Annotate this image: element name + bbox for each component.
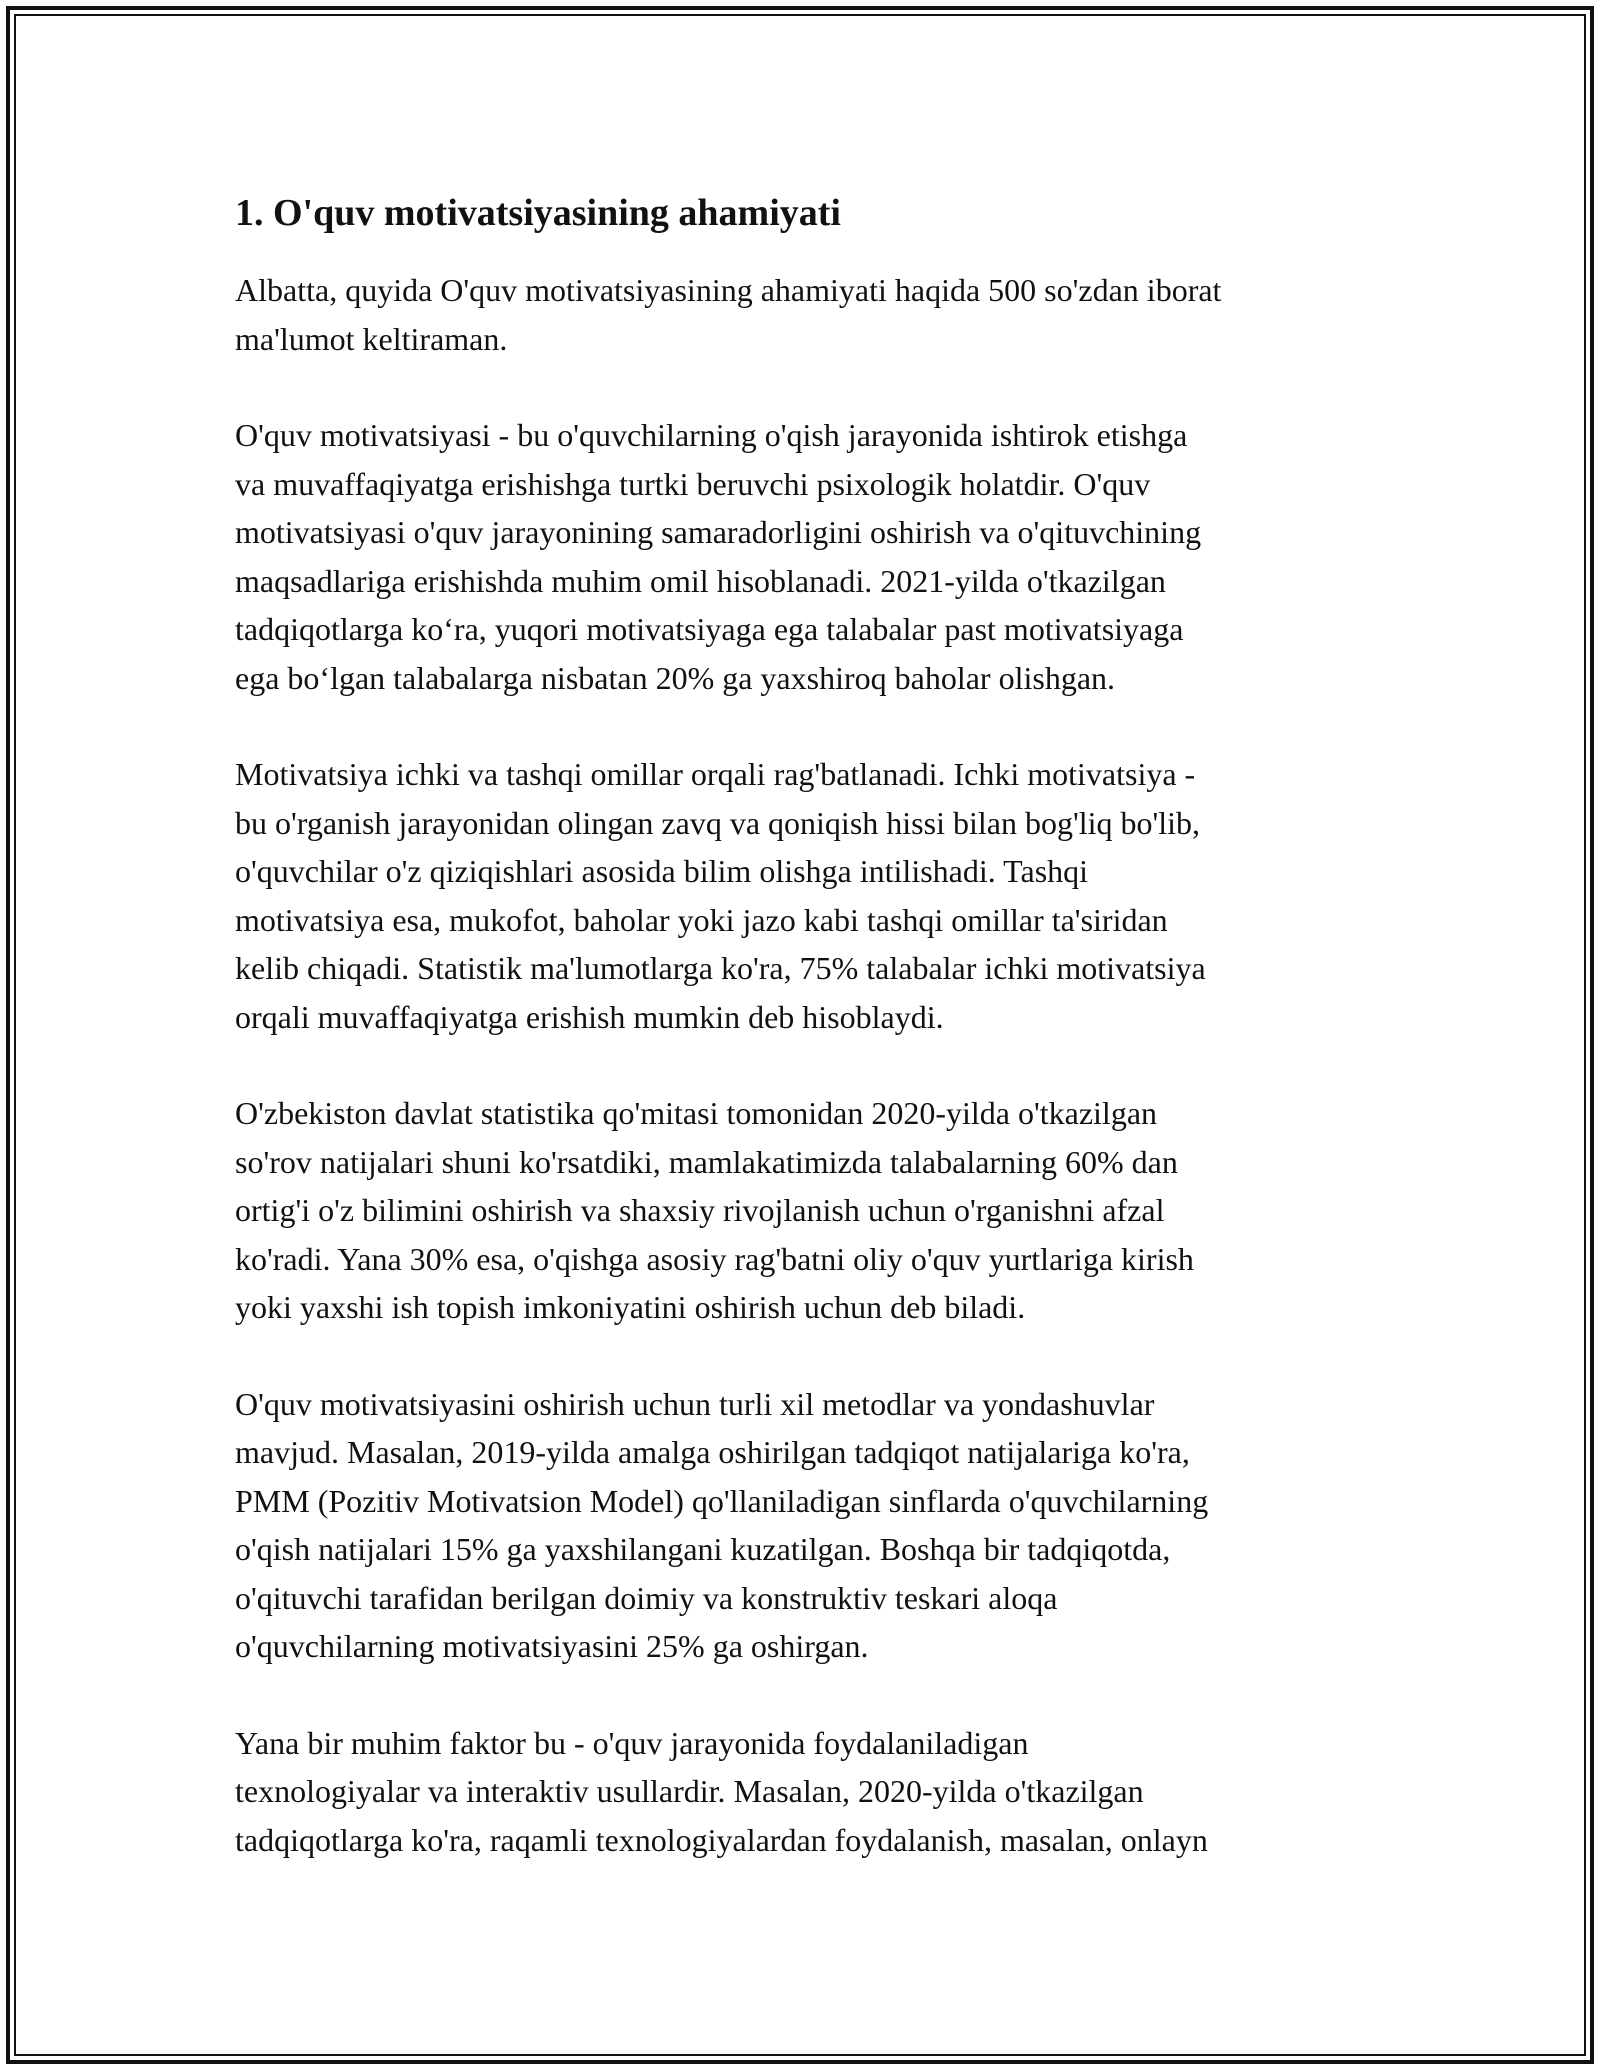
paragraph-line: motivatsiyasi o'quv jarayonining samaradorligini oshirish va o'qituvchining xyxy=(235,514,1202,550)
paragraph-line: yoki yaxshi ish topish imkoniyatini oshirish uchun deb biladi. xyxy=(235,1289,1026,1325)
paragraph-line: ma'lumot keltiraman. xyxy=(235,320,508,357)
paragraph-line: kelib chiqadi. Statistik ma'lumotlarga ko'ra, 75% talabalar ichki motivatsiya xyxy=(235,950,1206,986)
document-body xyxy=(235,186,1385,1912)
paragraph-line: O'quv motivatsiyasi - bu o'quvchilarning o'qish jarayonida ishtirok etishga xyxy=(235,417,1188,453)
paragraph xyxy=(235,1380,1385,1671)
paragraph xyxy=(235,1089,1385,1332)
paragraph-line: orqali muvaffaqiyatga erishish mumkin deb hisoblaydi. xyxy=(235,998,944,1035)
paragraph xyxy=(235,411,1385,702)
paragraph xyxy=(235,266,1385,363)
paragraph-line: tadqiqotlarga ko'ra, raqamli texnologiyalardan foydalanish, masalan, onlayn xyxy=(235,1821,1208,1858)
paragraph-line: o'qituvchi tarafidan berilgan doimiy va konstruktiv teskari aloqa xyxy=(235,1579,1058,1616)
paragraph-line: mavjud. Masalan, 2019-yilda amalga oshirilgan tadqiqot natijalariga ko'ra, xyxy=(235,1434,1190,1470)
paragraph-line: ko'radi. Yana 30% esa, o'qishga asosiy rag'batni oliy o'quv yurtlariga kirish xyxy=(235,1240,1194,1277)
paragraph-line: o'quvchilar o'z qiziqishlari asosida bilim olishga intilishadi. Tashqi xyxy=(235,853,1089,889)
paragraph-line: O'zbekiston davlat statistika qo'mitasi tomonidan 2020-yilda o'tkazilgan xyxy=(235,1095,1158,1131)
paragraph-line: maqsadlariga erishishda muhim omil hisoblanadi. 2021-yilda o'tkazilgan xyxy=(235,562,1166,599)
paragraph-line: va muvaffaqiyatga erishishga turtki beruvchi psixologik holatdir. O'quv xyxy=(235,465,1151,502)
paragraph xyxy=(235,1719,1385,1865)
paragraph-line: PMM (Pozitiv Motivatsion Model) qo'llaniladigan sinflarda o'quvchilarning xyxy=(235,1482,1209,1519)
paragraph-line: bu o'rganish jarayonidan olingan zavq va qoniqish hissi bilan bog'liq bo'lib, xyxy=(235,804,1201,841)
paragraph-line: Yana bir muhim faktor bu - o'quv jarayonida foydalaniladigan xyxy=(235,1724,1029,1761)
paragraph-line: Motivatsiya ichki va tashqi omillar orqali rag'batlanadi. Ichki motivatsiya - xyxy=(235,756,1196,792)
paragraph-line: tadqiqotlarga ko‘ra, yuqori motivatsiyaga ega talabalar past motivatsiyaga xyxy=(235,611,1184,647)
section-title: 1. O'quv motivatsiyasining ahamiyati xyxy=(235,192,841,234)
paragraph-line: so'rov natijalari shuni ko'rsatdiki, mamlakatimizda talabalarning 60% dan xyxy=(235,1143,1178,1180)
paragraph-line: Albatta, quyida O'quv motivatsiyasining ahamiyati haqida 500 so'zdan iborat xyxy=(235,272,1222,308)
paragraph-line: motivatsiya esa, mukofot, baholar yoki jazo kabi tashqi omillar ta'siridan xyxy=(235,901,1168,938)
paragraph-line: O'quv motivatsiyasini oshirish uchun turli xil metodlar va yondashuvlar xyxy=(235,1385,1155,1422)
paragraph-list xyxy=(235,266,1385,1864)
paragraph-line: o'qish natijalari 15% ga yaxshilangani kuzatilgan. Boshqa bir tadqiqotda, xyxy=(235,1531,1171,1567)
paragraph-line: ega bo‘lgan talabalarga nisbatan 20% ga yaxshiroq baholar olishgan. xyxy=(235,659,1116,696)
paragraph-line: o'quvchilarning motivatsiyasini 25% ga oshirgan. xyxy=(235,1628,869,1664)
paragraph-line: ortig'i o'z bilimini oshirish va shaxsiy rivojlanish uchun o'rganishni afzal xyxy=(235,1192,1165,1228)
paragraph-line: texnologiyalar va interaktiv usullardir. Masalan, 2020-yilda o'tkazilgan xyxy=(235,1773,1144,1809)
paragraph xyxy=(235,750,1385,1041)
